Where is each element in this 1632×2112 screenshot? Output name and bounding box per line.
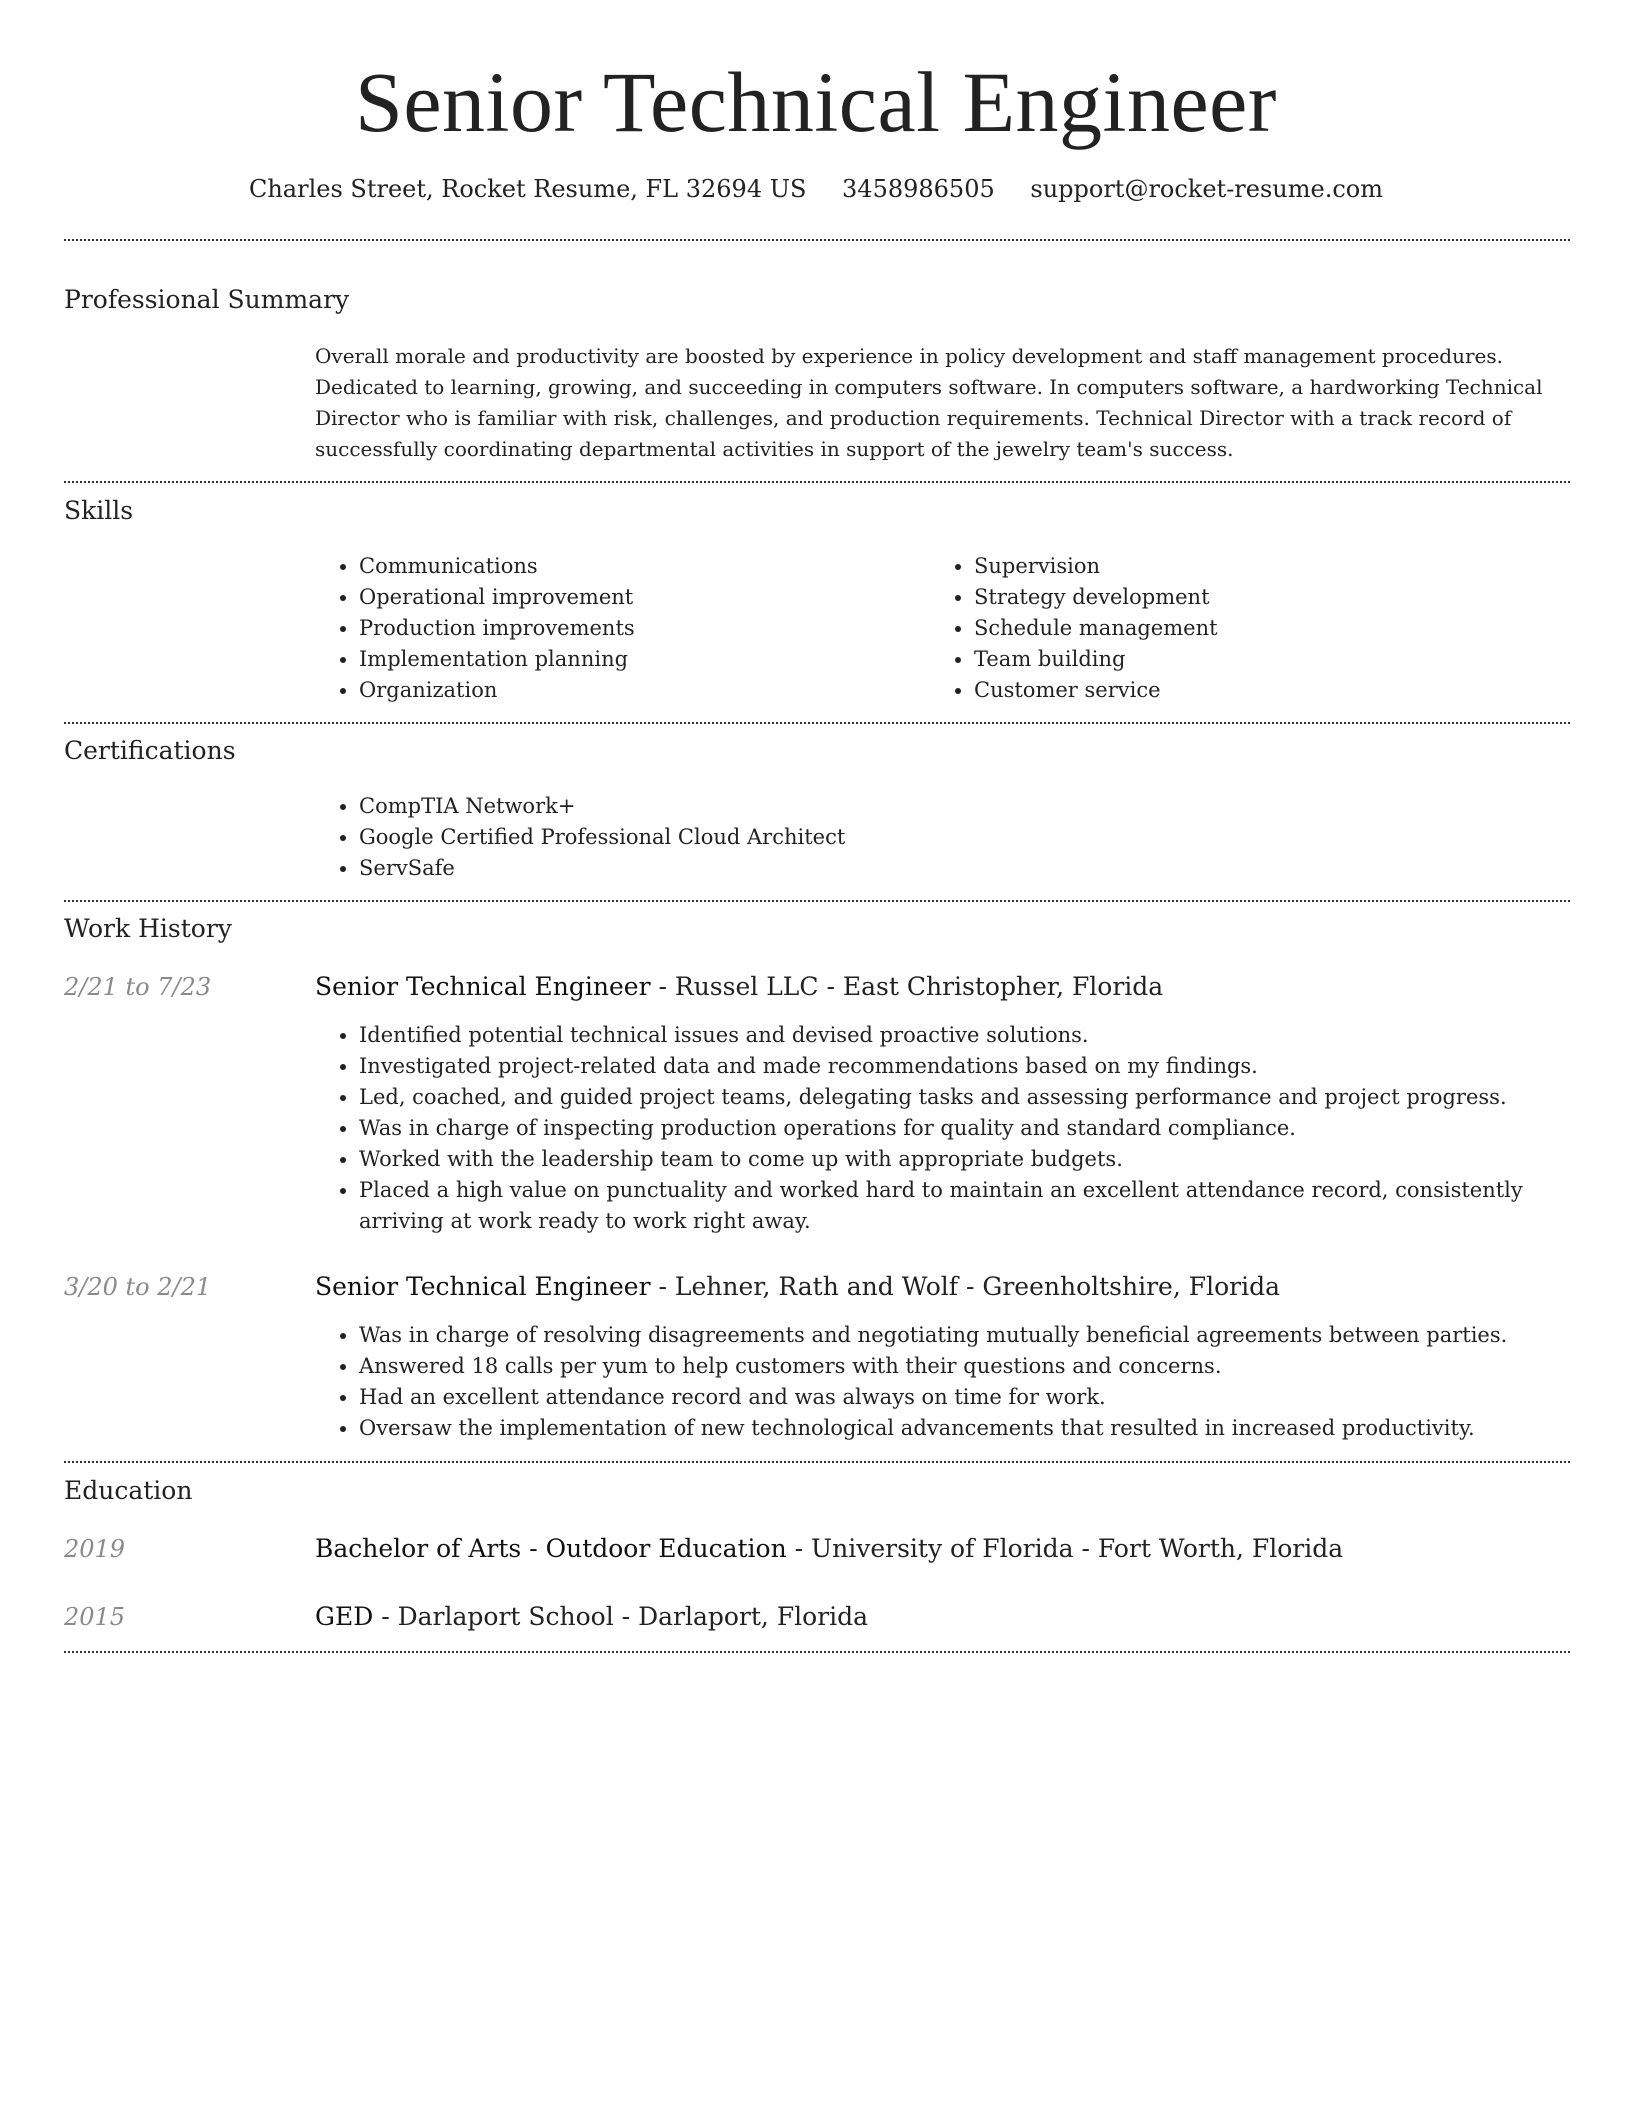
job-bullet: • Oversaw the implementation of new technological advancements that resulted in increased productivity.: [359, 1413, 1599, 1444]
job-bullet: • Had an excellent attendance record and was always on time for work.: [359, 1382, 1599, 1413]
work-history-heading: Work History: [64, 914, 232, 943]
skill-item: • Schedule management: [974, 613, 1534, 644]
contact-address: Charles Street, Rocket Resume, FL 32694 US: [248, 175, 807, 203]
skill-item: • Production improvements: [359, 613, 919, 644]
skill-item: • Communications: [359, 551, 919, 582]
certifications-heading: Certifications: [64, 736, 236, 765]
education-year: 2019: [64, 1535, 126, 1563]
education-details: - Darlaport School - Darlaport, Florida: [373, 1602, 869, 1631]
summary-heading: Professional Summary: [64, 285, 350, 314]
education-heading: Education: [64, 1476, 193, 1505]
skill-item: • Implementation planning: [359, 644, 919, 675]
job-bullet: • Answered 18 calls per yum to help customers with their questions and concerns.: [359, 1351, 1599, 1382]
job-details: - Lehner, Rath and Wolf - Greenholtshire, Florida: [650, 1272, 1280, 1301]
skill-item: • Strategy development: [974, 582, 1534, 613]
certification-item: • CompTIA Network+: [359, 791, 1559, 822]
section-divider: [64, 1461, 1570, 1463]
education-entry: [315, 1600, 868, 1634]
job-bullet: • Was in charge of resolving disagreements and negotiating mutually beneficial agreements between parties.: [359, 1320, 1599, 1351]
job-details: - Russel LLC - East Christopher, Florida: [650, 972, 1164, 1001]
job-bullets: [315, 1020, 1599, 1237]
section-divider: [64, 900, 1570, 902]
skill-item: • Operational improvement: [359, 582, 919, 613]
skill-item: • Customer service: [974, 675, 1534, 706]
job-bullet: • Investigated project-related data and made recommendations based on my findings.: [359, 1051, 1599, 1082]
job-bullet: • Identified potential technical issues and devised proactive solutions.: [359, 1020, 1599, 1051]
education-degree: GED: [315, 1602, 374, 1631]
job-header: [315, 1270, 1280, 1304]
skill-item: • Supervision: [974, 551, 1534, 582]
resume-title: Senior Technical Engineer: [355, 54, 1277, 150]
education-year: 2015: [64, 1603, 126, 1631]
job-title: Senior Technical Engineer: [315, 1272, 651, 1301]
contact-line: [0, 172, 1632, 206]
certification-item: • Google Certified Professional Cloud Architect: [359, 822, 1559, 853]
section-divider: [64, 239, 1570, 241]
section-divider: [64, 481, 1570, 483]
contact-email: support@rocket-resume.com: [1030, 175, 1383, 203]
education-degree: Bachelor of Arts - Outdoor Education: [315, 1534, 787, 1563]
education-details: - University of Florida - Fort Worth, Florida: [786, 1534, 1344, 1563]
job-bullet: • Was in charge of inspecting production operations for quality and standard compliance.: [359, 1113, 1599, 1144]
contact-phone: 3458986505: [842, 175, 995, 203]
job-bullet: • Led, coached, and guided project teams, delegating tasks and assessing performance and project progress.: [359, 1082, 1599, 1113]
job-bullet: • Placed a high value on punctuality and worked hard to maintain an excellent attendance record, consistently arriving at work ready to work right away.: [359, 1175, 1599, 1237]
section-divider: [64, 722, 1570, 724]
skills-list-right: [930, 551, 1534, 706]
certifications-list: [315, 791, 1559, 884]
skill-item: • Team building: [974, 644, 1534, 675]
section-divider: [64, 1651, 1570, 1653]
skill-item: • Organization: [359, 675, 919, 706]
certification-item: • ServSafe: [359, 853, 1559, 884]
job-header: [315, 970, 1163, 1004]
job-bullet: • Worked with the leadership team to come up with appropriate budgets.: [359, 1144, 1599, 1175]
skills-list-left: [315, 551, 919, 706]
job-dates: 2/21 to 7/23: [64, 973, 212, 1001]
job-title: Senior Technical Engineer: [315, 972, 651, 1001]
summary-text: Overall morale and productivity are boosted by experience in policy development and staff management procedures. Dedicated to learning, growing, and succeeding in computers software. In computers software, a hardworking Technical Director who is familiar with risk, challenges, and production requirements. Technical Director with a track record of successfully coordinating departmental activities in support of the jewelry team's success.: [315, 344, 1543, 461]
job-bullets: [315, 1320, 1599, 1444]
skills-heading: Skills: [64, 496, 134, 525]
job-dates: 3/20 to 2/21: [64, 1273, 212, 1301]
education-entry: [315, 1532, 1343, 1566]
